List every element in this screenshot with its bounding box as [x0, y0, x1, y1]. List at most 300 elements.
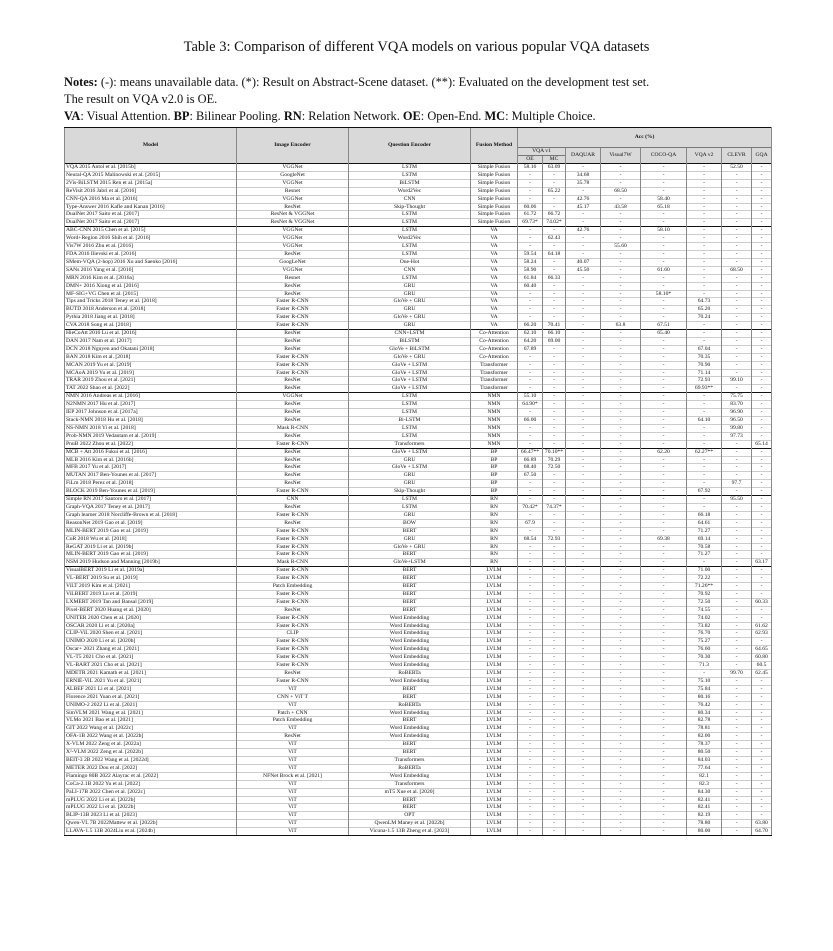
- cell-vqa-v1-mc: -: [543, 614, 566, 622]
- cell-fusion-method: LVLM: [471, 630, 518, 638]
- table-row: [65, 377, 772, 385]
- cell-vqa-v2: 78.80: [687, 820, 722, 828]
- cell-vqa-v1-mc: -: [543, 693, 566, 701]
- cell-vqa-v1-mc: -: [543, 804, 566, 812]
- cell-clevr: -: [722, 638, 752, 646]
- cell-model: UNIMO-2 2022 Li et al. [2021]: [65, 701, 237, 709]
- cell-model: DCN 2018 Nguyen and Okatani [2018]: [65, 345, 237, 353]
- cell-vqa-v1-oe: -: [518, 559, 543, 567]
- cell-visual7w: -: [601, 543, 641, 551]
- cell-gqa: -: [752, 290, 772, 298]
- cell-vqa-v1-oe: -: [518, 527, 543, 535]
- cell-clevr: -: [722, 709, 752, 717]
- cell-vqa-v1-oe: 58.24: [518, 258, 543, 266]
- cell-vqa-v2: -: [687, 393, 722, 401]
- cell-gqa: 65.14: [752, 440, 772, 448]
- cell-vqa-v1-mc: -: [543, 670, 566, 678]
- cell-coco-qa: -: [641, 298, 687, 306]
- table-row: [65, 772, 772, 780]
- cell-visual7w: -: [601, 250, 641, 258]
- cell-clevr: -: [722, 203, 752, 211]
- cell-question-encoder: Word Embedding: [349, 725, 471, 733]
- cell-vqa-v1-mc: -: [543, 812, 566, 820]
- cell-coco-qa: -: [641, 638, 687, 646]
- cell-vqa-v2: -: [687, 440, 722, 448]
- cell-coco-qa: -: [641, 417, 687, 425]
- cell-image-encoder: ResNet & VGGNet: [237, 219, 349, 227]
- cell-fusion-method: LVLM: [471, 598, 518, 606]
- cell-image-encoder: ResNet: [237, 432, 349, 440]
- table-body: [65, 164, 772, 836]
- cell-question-encoder: GRU: [349, 290, 471, 298]
- cell-vqa-v2: 74.02: [687, 614, 722, 622]
- cell-clevr: -: [722, 685, 752, 693]
- cell-vqa-v1-oe: -: [518, 662, 543, 670]
- cell-fusion-method: VA: [471, 274, 518, 282]
- cell-vqa-v1-mc: -: [543, 646, 566, 654]
- cell-visual7w: -: [601, 472, 641, 480]
- cell-coco-qa: -: [641, 511, 687, 519]
- cell-coco-qa: -: [641, 219, 687, 227]
- header-image-encoder: Image Encoder: [237, 128, 349, 164]
- table-row: [65, 187, 772, 195]
- cell-question-encoder: GRU: [349, 511, 471, 519]
- cell-vqa-v1-mc: -: [543, 203, 566, 211]
- table-row: [65, 567, 772, 575]
- cell-model: MCAN 2019 Yu et al. [2019]: [65, 361, 237, 369]
- cell-daquar: -: [566, 417, 601, 425]
- cell-visual7w: -: [601, 590, 641, 598]
- cell-fusion-method: Co-Attention: [471, 337, 518, 345]
- cell-vqa-v1-oe: -: [518, 638, 543, 646]
- cell-daquar: -: [566, 298, 601, 306]
- table-row: [65, 330, 772, 338]
- cell-fusion-method: LVLM: [471, 764, 518, 772]
- cell-clevr: -: [722, 741, 752, 749]
- cell-clevr: -: [722, 662, 752, 670]
- cell-visual7w: -: [601, 480, 641, 488]
- cell-daquar: -: [566, 448, 601, 456]
- cell-vqa-v1-oe: -: [518, 409, 543, 417]
- abbr-key: RN: [283, 109, 302, 123]
- cell-fusion-method: LVLM: [471, 788, 518, 796]
- cell-gqa: 60.80: [752, 654, 772, 662]
- cell-vqa-v1-mc: -: [543, 361, 566, 369]
- cell-visual7w: -: [601, 290, 641, 298]
- table-row: [65, 385, 772, 393]
- cell-coco-qa: -: [641, 780, 687, 788]
- cell-coco-qa: -: [641, 243, 687, 251]
- cell-vqa-v1-mc: -: [543, 606, 566, 614]
- cell-question-encoder: LSTM: [349, 211, 471, 219]
- cell-visual7w: -: [601, 258, 641, 266]
- cell-daquar: 42.76: [566, 227, 601, 235]
- cell-daquar: -: [566, 393, 601, 401]
- cell-vqa-v2: 70.30: [687, 654, 722, 662]
- cell-model: MCB + Att 2016 Fukui et al. [2016]: [65, 448, 237, 456]
- cell-image-encoder: ResNet: [237, 464, 349, 472]
- cell-vqa-v1-oe: 66.47**: [518, 448, 543, 456]
- cell-daquar: -: [566, 211, 601, 219]
- table-row: [65, 733, 772, 741]
- cell-vqa-v2: -: [687, 409, 722, 417]
- cell-question-encoder: LSTM: [349, 164, 471, 172]
- cell-model: N2NMN 2017 Hu et al. [2017]: [65, 401, 237, 409]
- cell-image-encoder: ViT: [237, 756, 349, 764]
- cell-fusion-method: LVLM: [471, 638, 518, 646]
- cell-clevr: 97.7: [722, 480, 752, 488]
- table-row: [65, 488, 772, 496]
- cell-coco-qa: -: [641, 812, 687, 820]
- cell-gqa: -: [752, 187, 772, 195]
- cell-daquar: -: [566, 551, 601, 559]
- cell-vqa-v2: 75.27: [687, 638, 722, 646]
- cell-vqa-v1-mc: -: [543, 409, 566, 417]
- cell-image-encoder: Patch Embedding: [237, 717, 349, 725]
- cell-vqa-v2: 67.92: [687, 488, 722, 496]
- cell-image-encoder: Faster R-CNN: [237, 646, 349, 654]
- cell-vqa-v2: 70.58: [687, 543, 722, 551]
- cell-clevr: -: [722, 780, 752, 788]
- cell-gqa: -: [752, 606, 772, 614]
- cell-image-encoder: ViT: [237, 812, 349, 820]
- cell-model: ReVisit 2016 Jabri et al. [2016]: [65, 187, 237, 195]
- cell-vqa-v1-mc: -: [543, 179, 566, 187]
- abbr-text: : Open-End.: [420, 109, 485, 123]
- cell-fusion-method: VA: [471, 258, 518, 266]
- cell-vqa-v2: -: [687, 464, 722, 472]
- cell-model: IEP 2017 Johnson et al. [2017a]: [65, 409, 237, 417]
- cell-image-encoder: Faster R-CNN: [237, 622, 349, 630]
- table-row: [65, 424, 772, 432]
- cell-gqa: -: [752, 314, 772, 322]
- cell-clevr: -: [722, 361, 752, 369]
- cell-question-encoder: BERT: [349, 575, 471, 583]
- cell-clevr: -: [722, 646, 752, 654]
- table-row: [65, 780, 772, 788]
- cell-clevr: -: [722, 337, 752, 345]
- cell-coco-qa: -: [641, 764, 687, 772]
- cell-vqa-v1-mc: -: [543, 519, 566, 527]
- cell-daquar: -: [566, 559, 601, 567]
- cell-model: MLB 2016 Kim et al. [2016b]: [65, 456, 237, 464]
- cell-fusion-method: LVLM: [471, 701, 518, 709]
- cell-image-encoder: ResNet: [237, 448, 349, 456]
- cell-clevr: -: [722, 290, 752, 298]
- cell-model: VLMo 2021 Bao et al. [2021]: [65, 717, 237, 725]
- table-row: [65, 670, 772, 678]
- cell-image-encoder: VGGNet: [237, 195, 349, 203]
- table-row: [65, 606, 772, 614]
- cell-daquar: -: [566, 337, 601, 345]
- cell-question-encoder: Word Embedding: [349, 622, 471, 630]
- cell-vqa-v2: -: [687, 211, 722, 219]
- cell-visual7w: -: [601, 583, 641, 591]
- cell-fusion-method: LVLM: [471, 670, 518, 678]
- cell-fusion-method: BP: [471, 456, 518, 464]
- cell-daquar: -: [566, 511, 601, 519]
- cell-model: LXMERT 2019 Tan and Bansal [2019]: [65, 598, 237, 606]
- table-row: [65, 828, 772, 836]
- cell-fusion-method: VA: [471, 322, 518, 330]
- cell-image-encoder: CLIP: [237, 630, 349, 638]
- cell-coco-qa: -: [641, 337, 687, 345]
- cell-vqa-v1-oe: 64.20: [518, 337, 543, 345]
- cell-clevr: -: [722, 725, 752, 733]
- cell-coco-qa: -: [641, 662, 687, 670]
- cell-model: ViLBERT 2019 Lu et al. [2019]: [65, 590, 237, 598]
- table-row: [65, 298, 772, 306]
- cell-gqa: -: [752, 567, 772, 575]
- table-row: [65, 725, 772, 733]
- cell-vqa-v1-oe: 64.90*: [518, 401, 543, 409]
- cell-model: MLIN-BERT 2019 Gao et al. [2019]: [65, 551, 237, 559]
- cell-vqa-v2: -: [687, 179, 722, 187]
- cell-vqa-v1-oe: 66.20: [518, 322, 543, 330]
- cell-vqa-v2: 62.27**: [687, 448, 722, 456]
- cell-model: FiLm 2018 Perez et al. [2018]: [65, 480, 237, 488]
- cell-daquar: -: [566, 219, 601, 227]
- cell-coco-qa: -: [641, 472, 687, 480]
- cell-fusion-method: LVLM: [471, 709, 518, 717]
- cell-question-encoder: BOW: [349, 519, 471, 527]
- cell-fusion-method: LVLM: [471, 828, 518, 836]
- cell-visual7w: -: [601, 282, 641, 290]
- cell-vqa-v1-oe: -: [518, 361, 543, 369]
- cell-coco-qa: -: [641, 519, 687, 527]
- cell-model: BLOCK 2019 Ben-Younes et al. [2019]: [65, 488, 237, 496]
- cell-fusion-method: LVLM: [471, 780, 518, 788]
- cell-daquar: -: [566, 741, 601, 749]
- cell-vqa-v2: 84.03: [687, 756, 722, 764]
- cell-vqa-v1-oe: -: [518, 290, 543, 298]
- cell-clevr: -: [722, 622, 752, 630]
- cell-gqa: -: [752, 361, 772, 369]
- cell-daquar: -: [566, 385, 601, 393]
- cell-image-encoder: ResNet: [237, 250, 349, 258]
- table-row: [65, 820, 772, 828]
- cell-fusion-method: LVLM: [471, 693, 518, 701]
- cell-vqa-v2: 78.81: [687, 725, 722, 733]
- cell-clevr: 99.70: [722, 670, 752, 678]
- cell-clevr: -: [722, 567, 752, 575]
- cell-visual7w: -: [601, 503, 641, 511]
- cell-visual7w: -: [601, 440, 641, 448]
- cell-daquar: -: [566, 598, 601, 606]
- cell-vqa-v2: 71.27: [687, 527, 722, 535]
- cell-clevr: -: [722, 527, 752, 535]
- cell-image-encoder: ResNet & VGGNet: [237, 211, 349, 219]
- cell-model: BLIP-13B 2023 Li et al. [2023]: [65, 812, 237, 820]
- cell-fusion-method: NMN: [471, 417, 518, 425]
- cell-vqa-v1-oe: -: [518, 701, 543, 709]
- cell-gqa: -: [752, 733, 772, 741]
- cell-clevr: -: [722, 820, 752, 828]
- table-row: [65, 409, 772, 417]
- cell-question-encoder: Skip-Thought: [349, 203, 471, 211]
- cell-gqa: -: [752, 282, 772, 290]
- cell-vqa-v1-oe: -: [518, 187, 543, 195]
- table-row: [65, 764, 772, 772]
- cell-daquar: -: [566, 243, 601, 251]
- cell-gqa: -: [752, 583, 772, 591]
- cell-vqa-v1-oe: 67.9: [518, 519, 543, 527]
- cell-vqa-v1-mc: -: [543, 290, 566, 298]
- cell-image-encoder: ResNet: [237, 330, 349, 338]
- cell-image-encoder: Faster R-CNN: [237, 314, 349, 322]
- cell-fusion-method: Simple Fusion: [471, 164, 518, 172]
- cell-coco-qa: -: [641, 622, 687, 630]
- cell-gqa: -: [752, 250, 772, 258]
- table-row: [65, 756, 772, 764]
- cell-vqa-v1-oe: -: [518, 306, 543, 314]
- cell-vqa-v1-oe: -: [518, 733, 543, 741]
- cell-visual7w: -: [601, 614, 641, 622]
- cell-coco-qa: -: [641, 424, 687, 432]
- cell-coco-qa: -: [641, 733, 687, 741]
- cell-clevr: -: [722, 211, 752, 219]
- cell-model: VQA 2015 Antol et al. [2015b]: [65, 164, 237, 172]
- cell-gqa: 64.70: [752, 828, 772, 836]
- cell-vqa-v1-mc: 65.22: [543, 187, 566, 195]
- cell-clevr: -: [722, 250, 752, 258]
- cell-question-encoder: Word Embedding: [349, 630, 471, 638]
- cell-vqa-v1-mc: 62.43: [543, 235, 566, 243]
- cell-coco-qa: -: [641, 369, 687, 377]
- cell-vqa-v1-oe: 67.89: [518, 345, 543, 353]
- cell-image-encoder: VGGNet: [237, 243, 349, 251]
- cell-coco-qa: 65.18: [641, 203, 687, 211]
- cell-clevr: -: [722, 322, 752, 330]
- cell-daquar: -: [566, 440, 601, 448]
- cell-vqa-v1-mc: -: [543, 749, 566, 757]
- cell-coco-qa: -: [641, 480, 687, 488]
- cell-gqa: -: [752, 764, 772, 772]
- cell-vqa-v2: 82.1: [687, 772, 722, 780]
- cell-image-encoder: Faster R-CNN: [237, 567, 349, 575]
- table-row: [65, 401, 772, 409]
- cell-clevr: -: [722, 171, 752, 179]
- cell-gqa: -: [752, 274, 772, 282]
- cell-fusion-method: Simple Fusion: [471, 171, 518, 179]
- table-row: [65, 337, 772, 345]
- cell-vqa-v1-oe: -: [518, 598, 543, 606]
- cell-fusion-method: Simple Fusion: [471, 179, 518, 187]
- table-row: [65, 598, 772, 606]
- cell-fusion-method: BP: [471, 480, 518, 488]
- cell-visual7w: -: [601, 646, 641, 654]
- cell-gqa: -: [752, 266, 772, 274]
- cell-coco-qa: -: [641, 258, 687, 266]
- cell-coco-qa: -: [641, 575, 687, 583]
- cell-image-encoder: Mask R-CNN: [237, 559, 349, 567]
- cell-fusion-method: Transformer: [471, 377, 518, 385]
- cell-vqa-v1-oe: -: [518, 424, 543, 432]
- cell-image-encoder: VGGNet: [237, 266, 349, 274]
- cell-image-encoder: ResNet: [237, 409, 349, 417]
- table-row: [65, 630, 772, 638]
- cell-image-encoder: VGGNet: [237, 227, 349, 235]
- cell-coco-qa: -: [641, 401, 687, 409]
- cell-clevr: -: [722, 195, 752, 203]
- cell-vqa-v1-oe: 55.10: [518, 393, 543, 401]
- cell-vqa-v1-oe: -: [518, 543, 543, 551]
- cell-daquar: -: [566, 583, 601, 591]
- header-clevr: CLEVR: [722, 148, 752, 164]
- table-row: [65, 235, 772, 243]
- cell-fusion-method: LVLM: [471, 741, 518, 749]
- cell-gqa: -: [752, 448, 772, 456]
- table-row: [65, 361, 772, 369]
- cell-vqa-v2: 70.35: [687, 353, 722, 361]
- cell-vqa-v1-mc: -: [543, 266, 566, 274]
- cell-visual7w: -: [601, 559, 641, 567]
- cell-clevr: -: [722, 179, 752, 187]
- cell-vqa-v2: 71.14: [687, 369, 722, 377]
- cell-vqa-v1-oe: 67.50: [518, 472, 543, 480]
- cell-visual7w: -: [601, 606, 641, 614]
- cell-vqa-v2: -: [687, 195, 722, 203]
- cell-clevr: -: [722, 598, 752, 606]
- cell-fusion-method: LVLM: [471, 606, 518, 614]
- cell-image-encoder: Faster R-CNN: [237, 322, 349, 330]
- cell-vqa-v2: -: [687, 496, 722, 504]
- cell-visual7w: -: [601, 519, 641, 527]
- cell-vqa-v2: 64.10: [687, 417, 722, 425]
- cell-fusion-method: BP: [471, 472, 518, 480]
- cell-gqa: -: [752, 741, 772, 749]
- table-row: [65, 535, 772, 543]
- cell-vqa-v1-oe: -: [518, 670, 543, 678]
- cell-model: CLIP-ViL 2020 Shen et al. [2021]: [65, 630, 237, 638]
- cell-vqa-v1-oe: -: [518, 243, 543, 251]
- cell-coco-qa: -: [641, 211, 687, 219]
- table-row: [65, 266, 772, 274]
- cell-gqa: -: [752, 164, 772, 172]
- cell-vqa-v1-mc: -: [543, 590, 566, 598]
- cell-question-encoder: GloVe + LSTM: [349, 377, 471, 385]
- cell-gqa: 60.33: [752, 598, 772, 606]
- cell-image-encoder: ResNet: [237, 503, 349, 511]
- cell-daquar: -: [566, 654, 601, 662]
- cell-vqa-v1-mc: 69.00: [543, 337, 566, 345]
- cell-gqa: -: [752, 472, 772, 480]
- cell-question-encoder: GRU: [349, 282, 471, 290]
- header-fusion-method: Fusion Method: [471, 128, 518, 164]
- cell-vqa-v1-mc: -: [543, 788, 566, 796]
- table-row: [65, 258, 772, 266]
- cell-fusion-method: Simple Fusion: [471, 219, 518, 227]
- cell-clevr: 96.90: [722, 409, 752, 417]
- cell-gqa: -: [752, 337, 772, 345]
- cell-image-encoder: Faster R-CNN: [237, 440, 349, 448]
- cell-vqa-v1-oe: -: [518, 488, 543, 496]
- cell-fusion-method: RN: [471, 551, 518, 559]
- cell-clevr: 52.50: [722, 164, 752, 172]
- cell-model: ViLT 2019 Kim et al. [2021]: [65, 583, 237, 591]
- cell-visual7w: -: [601, 693, 641, 701]
- cell-question-encoder: BERT: [349, 796, 471, 804]
- cell-model: GIT 2022 Wang et al. [2022c]: [65, 725, 237, 733]
- cell-fusion-method: LVLM: [471, 654, 518, 662]
- cell-coco-qa: -: [641, 282, 687, 290]
- cell-image-encoder: Faster R-CNN: [237, 551, 349, 559]
- cell-vqa-v2: 70.90: [687, 361, 722, 369]
- cell-vqa-v2: -: [687, 290, 722, 298]
- table-caption: Table 3: Comparison of different VQA models on various popular VQA datasets: [183, 39, 650, 55]
- cell-model: Word+Region 2016 Shih et al. [2016]: [65, 235, 237, 243]
- cell-daquar: -: [566, 456, 601, 464]
